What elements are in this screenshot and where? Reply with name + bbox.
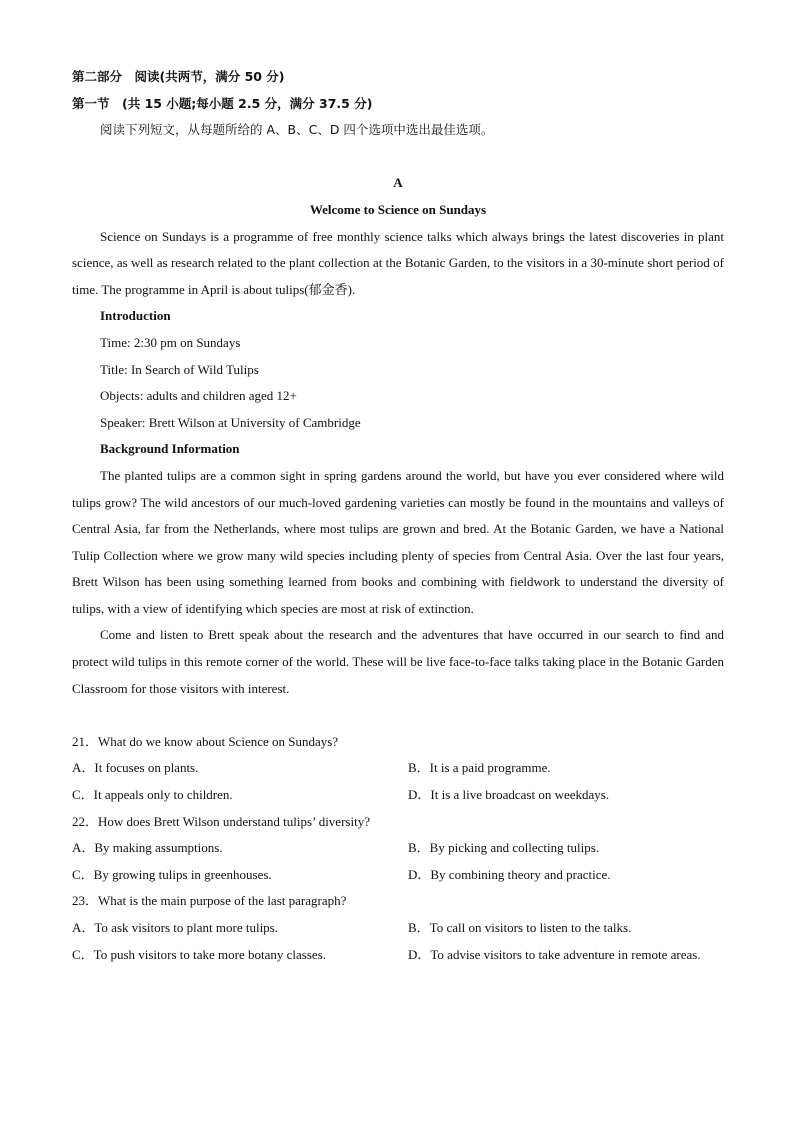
section-heading: 第一节 (共 15 小题;每小题 2.5 分，满分 37.5 分) <box>72 95 373 111</box>
option-a[interactable]: A．It focuses on plants. <box>72 760 199 776</box>
instruction-text: 阅读下列短文，从每题所给的 A、B、C、D 四个选项中选出最佳选项。 <box>100 122 494 138</box>
detail-time: Time: 2:30 pm on Sundays <box>100 334 241 350</box>
introduction-heading: Introduction <box>100 308 171 324</box>
spacer <box>72 702 724 729</box>
option-d[interactable]: D．By combining theory and practice. <box>408 866 611 882</box>
option-c[interactable]: C．It appeals only to children. <box>72 787 233 803</box>
passage-label: A <box>393 175 403 191</box>
question-23 <box>72 888 724 968</box>
question-stem: 23．What is the main purpose of the last paragraph? <box>72 893 347 909</box>
options-row <box>72 862 724 889</box>
detail-title: Title: In Search of Wild Tulips <box>100 361 259 377</box>
passage-title: Welcome to Science on Sundays <box>309 201 487 217</box>
option-d[interactable]: D．To advise visitors to take adventure in remote areas. <box>408 946 701 962</box>
option-b[interactable]: B．To call on visitors to listen to the talks. <box>408 920 632 935</box>
option-a[interactable]: A．By making assumptions. <box>72 840 223 856</box>
closing-paragraph: Come and listen to Brett speak about the research and the adventures that have occurred in our search to find and protect wild tulips in this remote corner of the world. These will be live face-to-face talks taking place in the Botanic Garden Classroom for those visitors with interest. <box>72 627 724 696</box>
part-heading: 第二部分 阅读(共两节，满分 50 分) <box>72 69 285 84</box>
background-heading: Background Information <box>100 441 240 457</box>
detail-speaker: Speaker: Brett Wilson at University of Cambridge <box>100 414 361 430</box>
background-paragraph: The planted tulips are a common sight in spring gardens around the world, but have you ever considered where wild tulips grow? The wild ancestors of our much-loved gardening varieties can mostly be found in the mountains and valleys of Central Asia, far from the Netherlands, where most tulips are grown and bred. At the Botanic Garden, we have a National Tulip Collection where we grow many wild species including plenty of species from Central Asia. Over the last four years, Brett Wilson has been using something learned from books and combining with fieldwork to understand the diversity of tulips, with a view of identifying which species are most at risk of extinction. <box>72 467 724 616</box>
options-row <box>72 782 724 809</box>
spacer <box>72 144 724 171</box>
options-row <box>72 755 724 782</box>
option-c[interactable]: C．To push visitors to take more botany classes. <box>72 946 327 962</box>
option-c[interactable]: C．By growing tulips in greenhouses. <box>72 866 272 882</box>
question-22 <box>72 809 724 889</box>
intro-paragraph: Science on Sundays is a programme of free monthly science talks which always brings the latest discoveries in plant science, as well as research related to the plant collection at the Botanic Garden, to the visitors in a 30-minute short period of time. The programme in April is about tulips(郁金香). <box>72 228 724 297</box>
detail-objects: Objects: adults and children aged 12+ <box>100 388 297 404</box>
option-b[interactable]: B．By picking and collecting tulips. <box>408 840 600 856</box>
question-21 <box>72 729 724 809</box>
option-a[interactable]: A．To ask visitors to plant more tulips. <box>72 920 278 935</box>
question-stem: 22．How does Brett Wilson understand tulips’ diversity? <box>72 813 370 829</box>
question-stem: 21．What do we know about Science on Sundays? <box>72 733 339 749</box>
options-row <box>72 942 724 969</box>
option-b[interactable]: B．It is a paid programme. <box>408 760 551 776</box>
options-row <box>72 915 724 942</box>
options-row <box>72 835 724 862</box>
exam-page <box>72 64 724 968</box>
option-d[interactable]: D．It is a live broadcast on weekdays. <box>408 787 610 803</box>
